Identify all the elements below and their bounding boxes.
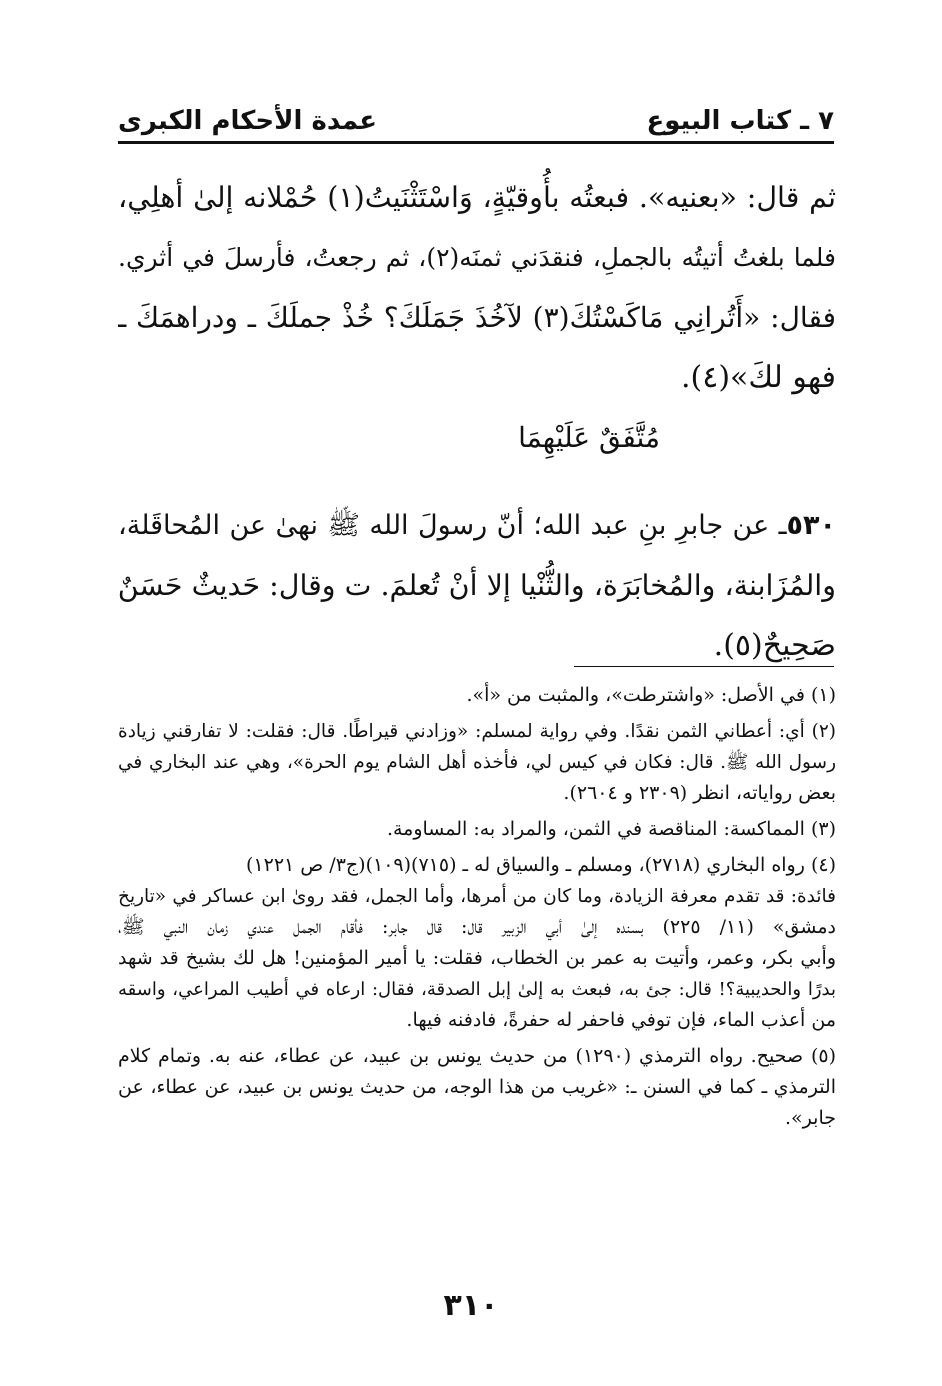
footnote-line: جابر». [785, 1107, 836, 1129]
book-title: عمدة الأحكام الكبرى [118, 106, 378, 136]
footnote-4 [118, 850, 836, 1036]
text-line: فهو لكَ»(٤). [680, 360, 836, 395]
footnote-line: (٥) صحيح. رواه الترمذي (١٢٩٠) من حديث يونس بن عبيد، عن عطاء، عنه به. وتمام كلام [118, 1045, 836, 1067]
footnote-line: الترمذي ـ كما في السنن ـ: «غريب من هذا الوجه، من حديث يونس بن عبيد، عن عطاء، عن [118, 1076, 836, 1098]
footnotes [118, 680, 836, 1139]
chapter-title: ٧ ـ كتاب البيوع [646, 106, 834, 136]
text-line: والمُزَابنة، والمُخابَرَة، والثُّنْيا إلا أنْ تُعلمَ. ت وقال: حَديثٌ حَسَنٌ [118, 569, 836, 602]
text-line: فقال: «أَتُرانِي مَاكَسْتُكَ(٣) لآخُذَ جَمَلَكَ؟ خُذْ جملَكَ ـ ودراهمَكَ ـ [118, 301, 836, 334]
footnote-line: من أعذب الماء، فإن توفي فاحفر له حفرةً، فادفنه فيها. [406, 1009, 836, 1031]
agreed-upon-note: مُتَّفَقٌ عَلَيْهِمَا [518, 421, 660, 454]
footnote-line: بعض رواياته، انظر (٢٣٠٩ و ٢٦٠٤). [563, 782, 836, 804]
footnote-line: (٣) المماكسة: المناقصة في الثمن، والمراد به: المساومة. [386, 818, 836, 840]
text-line: فلما بلغتُ أتيتُه بالجملِ، فنقدَني ثمنَه(٢)، ثم رجعتُ، فأرسلَ في أثري. [118, 243, 836, 272]
footnote-line: وأبي بكر، وعمر، وأتيت به عمر بن الخطاب، فقلت: يا أمير المؤمنين! هل لك بشيخ قد شهد [118, 947, 836, 969]
text-line: صَحِيحٌ(٥). [713, 628, 836, 663]
footnote-5 [118, 1041, 836, 1134]
footnote-line: فائدة: قد تقدم معرفة الزيادة، وما كان من أمرها، وأما الجمل، فقد روىٰ ابن عساكر في «تاريخ [118, 886, 836, 907]
footnote-line: (٤) رواه البخاري (٢٧١٨)، ومسلم ـ والسياق له ـ (٧١٥)(١٠٩)(ج٣/ ص ١٢٢١) [246, 854, 836, 876]
hadith-number: ٥٣٠ [786, 510, 836, 541]
text-line: ثم قال: «بعنيه». فبعتُه بأُوقيّةٍ، وَاسْتَثْنَيتُ(١) حُمْلانه إلىٰ أهلِي، [118, 181, 836, 214]
footnote-line: بدرًا والحديبية؟! قال: جئ به، فبعث به إلىٰ إبل الصدقة، فقال: ارعاه في أطيب المراعي، واسقه [118, 979, 836, 1000]
running-header [118, 100, 834, 140]
footnote-line: (١) في الأصل: «واشترطت»، والمثبت من «أ». [466, 684, 836, 706]
header-rule [118, 141, 834, 144]
footnote-line: رسول الله ﷺ. قال: فكان في كيس لي، فأخذه أهل الشام يوم الحرة»، وهي عند البخاري في [118, 752, 836, 773]
footnote-1 [118, 680, 836, 711]
footnote-line: (٢) أي: أعطاني الثمن نقدًا. وفي رواية لمسلم: «وزادني قيراطًا. قال: فقلت: لا تفارقني زيادة [118, 721, 836, 742]
main-text [118, 168, 836, 676]
hadith-text: ـ عن جابرِ بنِ عبد الله؛ أنّ رسولَ الله ﷺ نهىٰ عن المُحاقَلة، [118, 510, 787, 541]
footnote-line: دمشق» (١١/ ٢٢٥) بسنده إلىٰ أبي الزبير قال: قال جابر: فأقام الجمل عندي زمان النبي ﷺ، [118, 916, 836, 938]
text-line [118, 496, 836, 556]
page-number: ٣١٠ [443, 1288, 499, 1323]
footnote-2 [118, 716, 836, 809]
hadith-530 [118, 496, 836, 676]
footnote-3 [118, 814, 836, 845]
footnote-rule [574, 666, 834, 667]
